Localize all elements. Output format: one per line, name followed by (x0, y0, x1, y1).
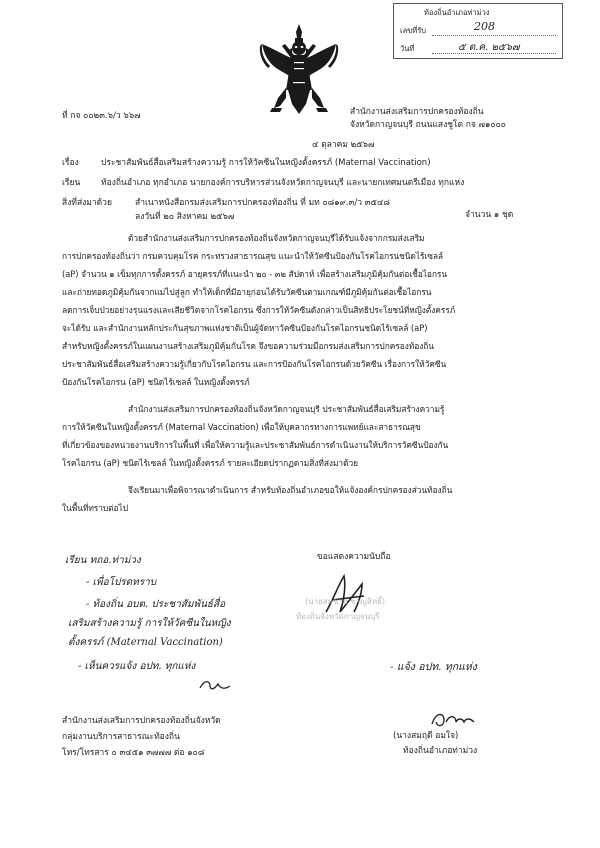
paragraph3-line: ในพื้นที่ทราบต่อไป (62, 503, 128, 513)
stamp-received-label: เลขที่รับ (400, 26, 427, 35)
stamp-office: ท้องถิ่นอำเภอท่าม่วง (424, 8, 490, 17)
paragraph1-line: (aP) จำนวน ๑ เข็มทุกการตั้งครรภ์ อายุครรภ์ที่แนะนำ ๒๐ - ๓๒ สัปดาห์ เพื่อสร้างเสริมภูมิคุ้มกันต่อเชื้อไอกรน (62, 269, 447, 279)
document-number: ที่ กจ ๐๐๒๓.๖/ว ๖๖๗ (62, 111, 141, 121)
signatory-faint-name: (นายสมชาย ชาญสิทธิ์) (305, 597, 385, 606)
handwritten-note-line: เสริมสร้างความรู้ การให้วัคซีนในหญิง (68, 618, 231, 629)
paragraph3-line: จึงเรียนมาเพื่อพิจารณาดำเนินการ สำหรับท้องถิ่นอำเภอขอให้แจ้งองค์กรปกครองส่วนท้องถิ่น (128, 485, 453, 495)
handwritten-note-line: ตั้งครรภ์ (Maternal Vaccination) (68, 637, 223, 648)
paragraph1-line: ลดการเจ็บป่วยอย่างรุนแรงและเสียชีวิตจากโรคไอกรน ซึ่งการให้วัคซีนดังกล่าวเป็นสิทธิประโยชน์ที่หญิงตั้งครรภ์ (62, 305, 456, 315)
received-stamp (393, 3, 563, 59)
subject-label: เรื่อง (62, 158, 79, 168)
enclosure-line-2: ลงวันที่ ๒๐ สิงหาคม ๒๕๖๗ (135, 212, 235, 222)
document-date: ๔ ตุลาคม ๒๕๖๗ (312, 140, 375, 150)
agency-line-1: สำนักงานส่งเสริมการปกครองท้องถิ่น (350, 107, 484, 117)
paragraph2-line: การให้วัคซีนในหญิงตั้งครรภ์ (Maternal Vaccination) เพื่อให้บุคลากรทางการแพทย์และสาธารณสุข (62, 422, 421, 432)
paragraph1-line: ด้วยสำนักงานส่งเสริมการปกครองท้องถิ่นจังหวัดกาญจนบุรีได้รับแจ้งจากกรมส่งเสริม (128, 233, 425, 243)
footer-office-line-2: กลุ่มงานบริการสาธารณะท้องถิ่น (62, 732, 180, 742)
paragraph1-line: ป้องกันโรคไอกรน (aP) ชนิดไร้เซลล์ ในหญิงตั้งครรภ์ (62, 377, 250, 387)
garuda-emblem-icon (258, 22, 340, 120)
closing-text: ขอแสดงความนับถือ (317, 552, 391, 562)
paragraph1-line: การปกครองท้องถิ่นว่า กรมควบคุมโรค กระทรวงสาธารณสุข แนะนำให้วัคซีนป้องกันโรคไอกรนชนิดไร้เซลล์ (62, 251, 444, 261)
local-signatory-name: (นางสมฤดี อมใจ) (393, 731, 459, 741)
paragraph1-line: สำหรับหญิงตั้งครรภ์ในแผนงานสร้างเสริมภูมิคุ้มกันโรค จึงขอความร่วมมือกรมส่งเสริมการปกครองท้องถิ่น (62, 341, 434, 351)
enclosure-label: สิ่งที่ส่งมาด้วย (62, 198, 112, 208)
local-signatory-title: ท้องถิ่นอำเภอท่าม่วง (403, 746, 478, 756)
enclosure-quantity: จำนวน ๑ ชุด (465, 210, 514, 220)
signatory-faint-title: ท้องถิ่นจังหวัดกาญจนบุรี (296, 612, 380, 621)
handwritten-note-line: เรียน ทถอ.ท่าม่วง (65, 555, 141, 566)
footer-phone: โทร/โทรสาร ๐ ๓๔๕๑ ๓๗๗๗ ต่อ ๑๐๘ (62, 748, 205, 758)
stamp-date-value: ๕ ต.ค. ๒๕๖๗ (458, 42, 520, 53)
footer-office-line-1: สำนักงานส่งเสริมการปกครองท้องถิ่นจังหวัด (62, 716, 221, 726)
paragraph1-line: และถ่ายทอดภูมิคุ้มกันจากแม่ไปสู่ลูก ทำให้เด็กที่มีอายุก่อนได้รับวัคซีนตามเกณฑ์มีภูมิคุ้มกันต่อเชื้อไอกรน (62, 287, 432, 297)
paragraph1-line: ประชาสัมพันธ์สื่อเสริมสร้างความรู้เกี่ยวกับโรคไอกรน และการป้องกันโรคไอกรนด้วยวัคซีน เรื่องการให้วัคซีน (62, 359, 447, 369)
handwritten-note-line: - เห็นควรแจ้ง อปท. ทุกแห่ง (78, 661, 196, 672)
agency-line-2: จังหวัดกาญจนบุรี ถนนแสงชูโต กจ ๗๑๐๐๐ (350, 120, 506, 130)
stamp-dots-1 (432, 35, 556, 36)
paragraph1-line: จะได้รับ และสำนักงานหลักประกันสุขภาพแห่งชาติเป็นผู้จัดหาวัคซีนป้องกันโรคไอกรนชนิดไร้เซลล์ (aP) (62, 323, 428, 333)
handwritten-note-line: - ท้องถิ่น อบต. ประชาสัมพันธ์สื่อ (86, 599, 226, 610)
right-handwriting-note: - แจ้ง อปท. ทุกแห่ง (390, 661, 477, 673)
paragraph2-line: ที่เกี่ยวข้องของหน่วยงานบริการในพื้นที่ เพื่อให้ความรู้และประชาสัมพันธ์การดำเนินงานให้บริการวัคซีนป้องกัน (62, 440, 449, 450)
handwritten-note-line: - เพื่อโปรดทราบ (86, 577, 157, 588)
enclosure-line-1: สำเนาหนังสือกรมส่งเสริมการปกครองท้องถิ่น ที่ มท ๐๘๑๙.๓/ว ๓๕๔๘ (135, 198, 390, 208)
stamp-received-number: 208 (474, 20, 495, 33)
recipient-text: ท้องถิ่นอำเภอ ทุกอำเภอ นายกองค์การบริหารส่วนจังหวัดกาญจนบุรี และนายกเทศมนตรีเมือง ทุกแห่ง (101, 178, 465, 188)
subject-text: ประชาสัมพันธ์สื่อเสริมสร้างความรู้ การให้วัคซีนในหญิงตั้งครรภ์ (Maternal Vaccination) (101, 158, 431, 168)
recipient-label: เรียน (62, 178, 81, 188)
paragraph2-line: โรคไอกรน (aP) ชนิดไร้เซลล์ ในหญิงตั้งครรภ์ รายละเอียดปรากฏตามสิ่งที่ส่งมาด้วย (62, 458, 358, 468)
initials-signature-icon (198, 676, 232, 694)
stamp-date-label: วันที่ (400, 44, 415, 53)
local-signature-icon (428, 708, 478, 732)
paragraph2-line: สำนักงานส่งเสริมการปกครองท้องถิ่นจังหวัดกาญจนบุรี ประชาสัมพันธ์สื่อเสริมสร้างความรู้ (128, 404, 445, 414)
